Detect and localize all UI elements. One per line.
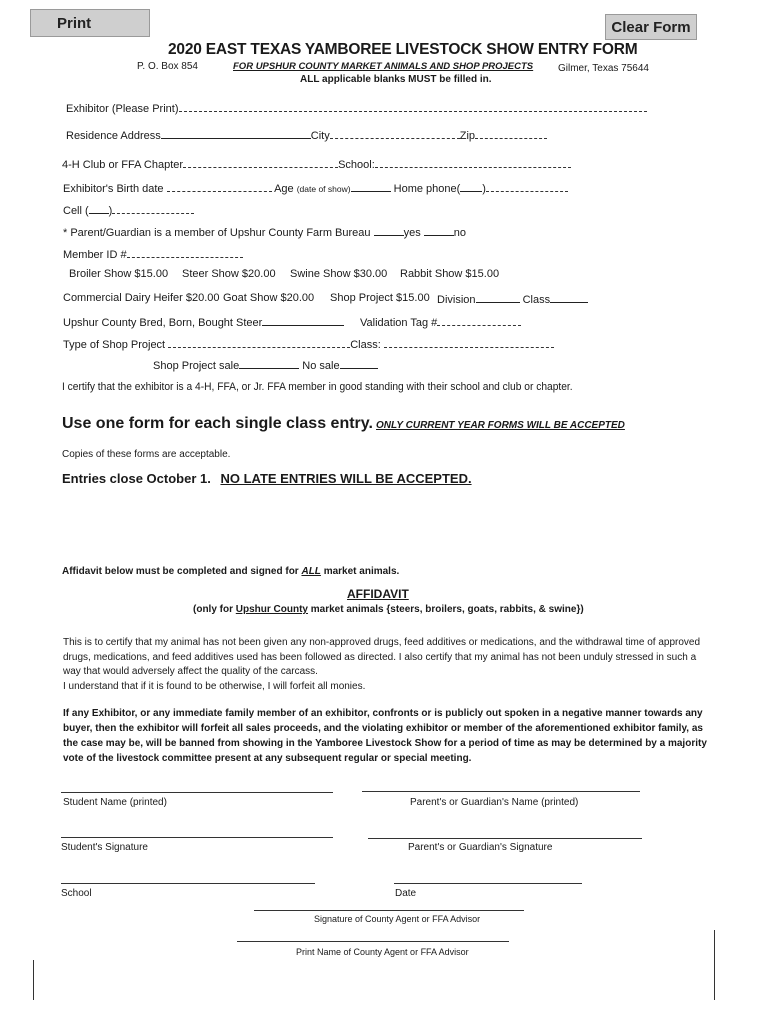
student-name-line[interactable] <box>61 792 333 793</box>
affidavit-intro-all: ALL <box>301 566 321 577</box>
parent-signature-label: Parent's or Guardian's Signature <box>408 842 553 853</box>
club-field[interactable] <box>183 157 338 168</box>
entries-close-notice: Entries close October 1. <box>62 471 211 486</box>
parent-name-label: Parent's or Guardian's Name (printed) <box>410 797 579 808</box>
home-phone-field[interactable] <box>486 181 568 192</box>
yes-label: yes <box>403 227 421 239</box>
agent-name-label: Print Name of County Agent or FFA Advisor <box>296 947 469 957</box>
home-phone-label: Home phone( <box>393 183 461 195</box>
dairy-heifer-option: Commercial Dairy Heifer $20.00 <box>63 292 220 304</box>
affidavit-scope-county: Upshur County <box>235 604 308 615</box>
member-id-label: Member ID # <box>63 249 127 261</box>
farm-bureau-label: * Parent/Guardian is a member of Upshur County Farm Bureau <box>63 227 371 239</box>
shop-sale-label: Shop Project sale <box>153 360 240 372</box>
city-label: City <box>310 130 330 142</box>
no-sale-field[interactable] <box>340 358 378 369</box>
division-label: Division <box>437 294 476 306</box>
exhibitor-label: Exhibitor (Please Print) <box>66 103 179 115</box>
cell-field[interactable] <box>112 203 194 214</box>
zip-field[interactable] <box>475 128 547 139</box>
age-label: Age <box>274 183 294 195</box>
cell-label: Cell ( <box>63 205 89 217</box>
residence-field[interactable] <box>161 128 311 139</box>
no-late-notice: NO LATE ENTRIES WILL BE ACCEPTED. <box>220 471 472 486</box>
farm-bureau-no-field[interactable] <box>424 225 454 236</box>
clear-form-button[interactable]: Clear Form <box>605 14 697 40</box>
affidavit-scope: (only for <box>193 604 236 615</box>
rabbit-show-option: Rabbit Show $15.00 <box>400 268 500 280</box>
cell-area-field[interactable] <box>89 203 109 214</box>
student-signature-label: Student's Signature <box>61 842 148 853</box>
conduct-warning: If any Exhibitor, or any immediate family member of an exhibitor, confronts or is publicly out spoken in a negative manner towards any buyer, then the exhibitor will forfeit all sales proceeds, and the violating exhibitor or member of the aforementioned exhibitor family, as the case may be, will be banned from showing in the Yamboree Livestock Show for a period of time as may be determined by a majority vote of the livestock committee present at any subsequent regular or special meeting. <box>63 708 707 764</box>
affidavit-forfeit: I understand that if it is found to be otherwise, I will forfeit all monies. <box>63 681 366 692</box>
required-note: ALL applicable blanks MUST be filled in. <box>300 74 492 85</box>
date-line[interactable] <box>394 883 582 884</box>
affidavit-heading: AFFIDAVIT <box>347 587 409 601</box>
goat-show-option: Goat Show $20.00 <box>223 292 315 304</box>
student-signature-line[interactable] <box>61 837 333 838</box>
parent-name-line[interactable] <box>362 791 640 792</box>
no-sale-label: No sale <box>302 360 340 372</box>
date-label: Date <box>395 888 417 899</box>
copies-note: Copies of these forms are acceptable. <box>62 449 231 460</box>
home-phone-paren: ) <box>482 183 486 195</box>
school-label: School <box>61 888 92 899</box>
member-id-field[interactable] <box>127 247 243 258</box>
current-year-notice: ONLY CURRENT YEAR FORMS WILL BE ACCEPTED <box>376 420 625 431</box>
class-label: Class <box>522 294 551 306</box>
scan-edge-right <box>714 930 715 1000</box>
shop-type-label: Type of Shop Project <box>63 339 166 351</box>
affidavit-body: This is to certify that my animal has not been given any non-approved drugs, feed additives or medications, and the withdrawal time of approved drugs, medications, and feed additives used has been followed as directed. I also certify that my animal has not been unduly stressed in such a way that would adversely affect the quality of the carcass. <box>63 637 701 677</box>
birth-date-label: Exhibitor's Birth date <box>63 183 164 195</box>
one-form-notice: Use one form for each single class entry <box>62 415 369 432</box>
page-title: 2020 EAST TEXAS YAMBOREE LIVESTOCK SHOW ENTRY FORM <box>168 41 638 58</box>
bred-steer-field[interactable] <box>262 315 344 326</box>
swine-show-option: Swine Show $30.00 <box>290 268 388 280</box>
exhibitor-field[interactable] <box>179 101 647 112</box>
birth-date-field[interactable] <box>167 181 272 192</box>
shop-project-option: Shop Project $15.00 <box>330 292 430 304</box>
shop-type-field[interactable] <box>168 337 350 348</box>
steer-show-option: Steer Show $20.00 <box>182 268 276 280</box>
school-label: School: <box>338 159 375 171</box>
residence-label: Residence Address <box>66 130 161 142</box>
certify-statement: I certify that the exhibitor is a 4-H, FFA, or Jr. FFA member in good standing with their school and club or chapter. <box>62 381 573 393</box>
scan-edge-left <box>33 960 34 1000</box>
validation-tag-label: Validation Tag # <box>360 317 438 329</box>
print-button[interactable]: Print <box>30 9 150 37</box>
no-label: no <box>453 227 467 239</box>
form-subtitle: FOR UPSHUR COUNTY MARKET ANIMALS AND SHOP PROJECTS <box>233 61 534 72</box>
bred-steer-label: Upshur County Bred, Born, Bought Steer <box>63 317 263 329</box>
validation-tag-field[interactable] <box>437 315 521 326</box>
affidavit-scope-post: market animals {steers, broilers, goats, rabbits, & swine}) <box>308 604 584 615</box>
club-label: 4-H Club or FFA Chapter <box>62 159 184 171</box>
class-field[interactable] <box>550 292 588 303</box>
zip-label: Zip <box>459 130 476 142</box>
agent-name-line[interactable] <box>237 941 509 942</box>
affidavit-intro: Affidavit below must be completed and signed for <box>62 566 302 577</box>
age-field[interactable] <box>351 181 391 192</box>
shop-class-field[interactable] <box>384 337 554 348</box>
farm-bureau-yes-field[interactable] <box>374 225 404 236</box>
city-field[interactable] <box>330 128 460 139</box>
broiler-show-option: Broiler Show $15.00 <box>69 268 169 280</box>
one-form-period: . <box>368 415 373 432</box>
po-box: P. O. Box 854 <box>137 61 198 72</box>
shop-class-label: Class: <box>350 339 381 351</box>
student-name-label: Student Name (printed) <box>63 797 167 808</box>
school-field[interactable] <box>375 157 571 168</box>
agent-signature-line[interactable] <box>254 910 524 911</box>
home-phone-area-field[interactable] <box>460 181 482 192</box>
shop-sale-field[interactable] <box>239 358 299 369</box>
city-address: Gilmer, Texas 75644 <box>558 63 649 74</box>
age-note: (date of show) <box>296 184 351 194</box>
parent-signature-line[interactable] <box>368 838 642 839</box>
cell-paren: ) <box>108 205 113 217</box>
division-field[interactable] <box>476 292 520 303</box>
affidavit-intro-post: market animals. <box>320 566 400 577</box>
school-line[interactable] <box>61 883 315 884</box>
agent-signature-label: Signature of County Agent or FFA Advisor <box>314 914 481 924</box>
